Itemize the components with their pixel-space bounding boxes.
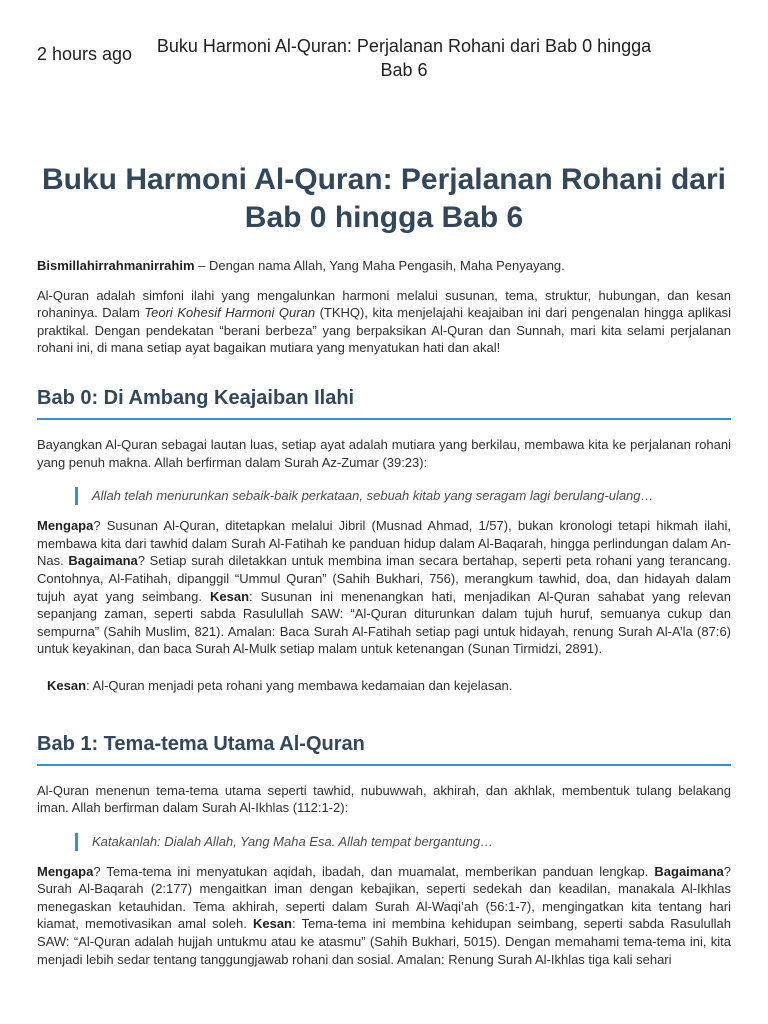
overview-italic: Teori Kohesif Harmoni Quran [144,305,316,321]
bab0-bagaimana-text: ? Setiap surah diletakkan untuk membina iman secara bertahap, seperti peta rohani yang terancang. Contohnya, Al-Fatihah, dipanggil “Ummul Quran” (Sahih Bukhari, 756), merangkum tawhid, doa, dan hidayah dalam tujuh ayat yang seimbang. [37,553,731,604]
bab1-lead-paragraph: Al-Quran menenun tema-tema utama seperti tawhid, nubuwwah, akhirah, dan akhlak, membentuk tulang belakang iman. Allah berfirman dalam Surah Al-Ikhlas (112:1-2): [37,782,731,816]
bab0-body-paragraph [37,517,731,658]
bab1-bagaimana-text: ? Surah Al-Baqarah (2:177) mengaitkan iman dengan kebajikan, seperti sedekah dan keadilan, manakala Al-Ikhlas menegaskan ketauhidan. Tema akhirah, seperti dalam Surah Al-Waqi’ah (56:1-7), mengingatkan kita tentang hari kiamat, memotivasikan amal soleh. [37,863,731,932]
page-title: Buku Harmoni Al-Quran: Perjalanan Rohani dari Bab 0 hingga Bab 6 [42,163,726,234]
bab0-lead-paragraph: Bayangkan Al-Quran sebagai lautan luas, setiap ayat adalah mutiara yang berkilau, membawa kita ke perjalanan rohani yang penuh makna. Allah berfirman dalam Surah Az-Zumar (39:23): [37,436,731,470]
overview-text-b: (TKHQ), kita menjelajahi keajaiban ini dari pengenalan hingga aplikasi praktikal. Dengan pendekatan “berani berbeza” yang berpaksikan Al-Quran dan Sunnah, mari kita selami perjalanan rohani ini, di mana setiap ayat bagaikan mutiara yang menyatukan hati dan akal! [37,305,731,356]
bab1-bagaimana-label: Bagaimana [654,863,724,879]
bab0-bagaimana-label: Bagaimana [68,553,138,569]
timestamp: 2 hours ago [37,44,133,64]
bab1-kesan-label: Kesan [252,916,292,932]
bab1-kesan-text: : Tema-tema ini membina kehidupan seimbang, seperti sabda Rasulullah SAW: “Al-Quran adalah hujjah untukmu atau ke atasmu” (Sahih Bukhari, 5015). Dengan memahami tema-tema ini, kita menjadi lebih sedar tentang tanggungjawab rohani dan sosial. Amalan: Renung Surah Al-Ikhlas tiga kali sehari [37,916,731,967]
intro-bold: Bismillahirrahmanirrahim [37,258,195,273]
overview-text-a: Al-Quran adalah simfoni ilahi yang mengalunkan harmoni melalui susunan, tema, struktur, hubungan, dan kesan rohaninya. Dalam [37,287,731,321]
top-bar [0,0,768,100]
article-content [0,161,768,968]
bab0-summary-label: Kesan [47,677,87,693]
bab0-kesan-label: Kesan [210,588,250,604]
bab1-mengapa-label: Mengapa [37,863,94,879]
bab0-summary-text: : Al-Quran menjadi peta rohani yang membawa kedamaian dan kejelasan. [86,677,513,693]
bab1-mengapa-text: ? Tema-tema ini menyatukan aqidah, ibadah, dan muamalat, memberikan panduan lengkap. [93,863,655,879]
bab0-quote: Allah telah menurunkan sebaik-baik perkataan, sebuah kitab yang seragam lagi berulang-ulang… [75,487,731,505]
document-title: Buku Harmoni Al-Quran: Perjalanan Rohani dari Bab 0 hingga Bab 6 [156,36,652,80]
section-heading-bab0: Bab 0: Di Ambang Keajaiban Ilahi [37,386,731,420]
bab1-quote: Katakanlah: Dialah Allah, Yang Maha Esa. Allah tempat bergantung… [75,833,731,851]
intro-text: – Dengan nama Allah, Yang Maha Pengasih, Maha Penyayang. [194,258,565,273]
overview-paragraph [37,287,731,357]
bab0-mengapa-text: ? Susunan Al-Quran, ditetapkan melalui Jibril (Musnad Ahmad, 1/57), bukan kronologi tetapi hikmah ilahi, membawa kita dari tawhid dalam Surah Al-Fatihah ke panduan hidup dalam Al-Baqarah, hingga perlindungan dalam An-Nas. [37,518,731,569]
intro-paragraph [37,257,731,275]
bab0-kesan-text: : Susunan ini menenangkan hati, menjadikan Al-Quran sahabat yang relevan sepanjang zaman, seperti sabda Rasulullah SAW: “Al-Quran diturunkan dalam tujuh huruf, semuanya cukup dan sempurna” (Sahih Muslim, 821). Amalan: Baca Surah Al-Fatihah setiap pagi untuk hidayah, renung Surah Al-A’la (87:6) untuk keyakinan, dan baca Surah Al-Mulk setiap malam untuk ketenangan (Sunan Tirmidzi, 2891). [37,588,731,657]
bab1-body-paragraph [37,863,731,969]
bab0-summary [37,677,731,695]
section-heading-bab1: Bab 1: Tema-tema Utama Al-Quran [37,732,731,766]
bab0-mengapa-label: Mengapa [37,518,94,534]
